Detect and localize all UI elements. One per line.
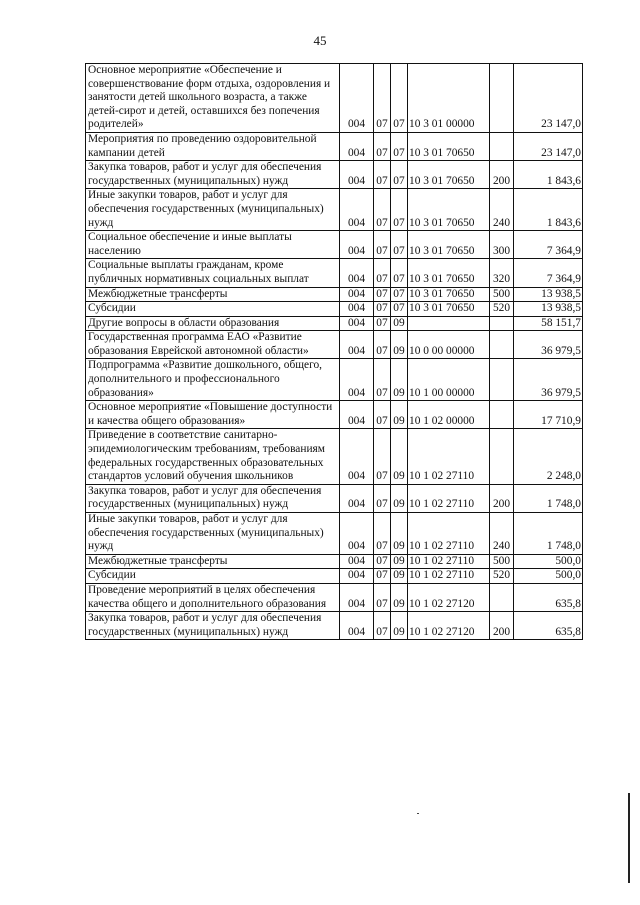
table-row (86, 259, 583, 287)
admin-code: 004 (340, 259, 374, 287)
amount: 7 364,9 (514, 259, 583, 287)
admin-code: 004 (340, 331, 374, 359)
admin-code: 004 (340, 513, 374, 555)
table-row (86, 612, 583, 640)
table-row (86, 484, 583, 512)
amount: 36 979,5 (514, 331, 583, 359)
amount: 1 843,6 (514, 161, 583, 189)
table-row (86, 583, 583, 611)
target-article-code: 10 1 02 27120 (408, 612, 490, 640)
target-article-code: 10 1 02 27110 (408, 484, 490, 512)
expense-type-code (490, 331, 514, 359)
section-code: 07 (374, 401, 391, 429)
admin-code: 004 (340, 569, 374, 584)
table-row (86, 359, 583, 401)
section-code: 07 (374, 484, 391, 512)
table-row (86, 287, 583, 302)
subsection-code: 09 (391, 331, 408, 359)
expense-type-code: 240 (490, 189, 514, 231)
table-row (86, 231, 583, 259)
row-name: Социальное обеспечение и иные выплаты населению (86, 231, 340, 259)
expense-type-code (490, 583, 514, 611)
subsection-code: 07 (391, 189, 408, 231)
row-name: Мероприятия по проведению оздоровительной кампании детей (86, 132, 340, 160)
target-article-code: 10 1 02 27110 (408, 429, 490, 484)
expense-type-code: 320 (490, 259, 514, 287)
expense-type-code: 500 (490, 554, 514, 569)
row-name: Межбюджетные трансферты (86, 554, 340, 569)
amount: 58 151,7 (514, 316, 583, 331)
page-number: 45 (313, 33, 327, 48)
amount: 500,0 (514, 554, 583, 569)
target-article-code: 10 1 02 27110 (408, 554, 490, 569)
expense-type-code: 200 (490, 484, 514, 512)
section-code: 07 (374, 554, 391, 569)
subsection-code: 09 (391, 484, 408, 512)
admin-code: 004 (340, 231, 374, 259)
section-code: 07 (374, 302, 391, 317)
amount: 13 938,5 (514, 287, 583, 302)
table-row (86, 64, 583, 133)
table-row (86, 401, 583, 429)
section-code: 07 (374, 231, 391, 259)
section-code: 07 (374, 331, 391, 359)
expense-type-code (490, 401, 514, 429)
table-row (86, 316, 583, 331)
admin-code: 004 (340, 316, 374, 331)
section-code: 07 (374, 64, 391, 133)
row-name: Приведение в соответствие санитарно-эпидемиологическим требованиям, требованиям федеральных государственных образовательных стандартов условий обучения школьников (86, 429, 340, 484)
amount: 7 364,9 (514, 231, 583, 259)
row-name: Другие вопросы в области образования (86, 316, 340, 331)
target-article-code: 10 3 01 70650 (408, 189, 490, 231)
subsection-code: 07 (391, 161, 408, 189)
amount: 17 710,9 (514, 401, 583, 429)
table-row (86, 132, 583, 160)
target-article-code (408, 316, 490, 331)
expense-type-code: 520 (490, 569, 514, 584)
subsection-code: 09 (391, 569, 408, 584)
table-row (86, 302, 583, 317)
section-code: 07 (374, 513, 391, 555)
section-code: 07 (374, 259, 391, 287)
admin-code: 004 (340, 429, 374, 484)
admin-code: 004 (340, 612, 374, 640)
table-row (86, 189, 583, 231)
target-article-code: 10 1 02 00000 (408, 401, 490, 429)
row-name: Иные закупки товаров, работ и услуг для обеспечения государственных (муниципальных) нужд (86, 189, 340, 231)
subsection-code: 07 (391, 64, 408, 133)
row-name: Субсидии (86, 302, 340, 317)
row-name: Закупка товаров, работ и услуг для обеспечения государственных (муниципальных) нужд (86, 484, 340, 512)
amount: 23 147,0 (514, 132, 583, 160)
target-article-code: 10 3 01 70650 (408, 259, 490, 287)
amount: 36 979,5 (514, 359, 583, 401)
target-article-code: 10 3 01 70650 (408, 287, 490, 302)
section-code: 07 (374, 429, 391, 484)
admin-code: 004 (340, 64, 374, 133)
row-name: Государственная программа ЕАО «Развитие образования Еврейской автономной области» (86, 331, 340, 359)
admin-code: 004 (340, 132, 374, 160)
target-article-code: 10 0 00 00000 (408, 331, 490, 359)
table-row (86, 331, 583, 359)
section-code: 07 (374, 189, 391, 231)
admin-code: 004 (340, 401, 374, 429)
subsection-code: 09 (391, 429, 408, 484)
target-article-code: 10 3 01 00000 (408, 64, 490, 133)
row-name: Закупка товаров, работ и услуг для обеспечения государственных (муниципальных) нужд (86, 161, 340, 189)
section-code: 07 (374, 161, 391, 189)
expense-type-code: 300 (490, 231, 514, 259)
expense-type-code (490, 132, 514, 160)
subsection-code: 07 (391, 302, 408, 317)
target-article-code: 10 1 00 00000 (408, 359, 490, 401)
amount: 1 748,0 (514, 484, 583, 512)
table-body (86, 64, 583, 640)
target-article-code: 10 1 02 27110 (408, 569, 490, 584)
expense-type-code: 520 (490, 302, 514, 317)
subsection-code: 09 (391, 359, 408, 401)
subsection-code: 09 (391, 401, 408, 429)
admin-code: 004 (340, 484, 374, 512)
amount: 635,8 (514, 612, 583, 640)
target-article-code: 10 1 02 27110 (408, 513, 490, 555)
section-code: 07 (374, 287, 391, 302)
row-name: Закупка товаров, работ и услуг для обеспечения государственных (муниципальных) нужд (86, 612, 340, 640)
subsection-code: 09 (391, 554, 408, 569)
expense-type-code (490, 359, 514, 401)
subsection-code: 07 (391, 231, 408, 259)
subsection-code: 09 (391, 583, 408, 611)
amount: 500,0 (514, 569, 583, 584)
table-row (86, 429, 583, 484)
amount: 1 843,6 (514, 189, 583, 231)
table-row (86, 161, 583, 189)
amount: 635,8 (514, 583, 583, 611)
subsection-code: 07 (391, 132, 408, 160)
subsection-code: 07 (391, 287, 408, 302)
admin-code: 004 (340, 161, 374, 189)
admin-code: 004 (340, 287, 374, 302)
amount: 23 147,0 (514, 64, 583, 133)
section-code: 07 (374, 132, 391, 160)
expense-type-code (490, 64, 514, 133)
amount: 2 248,0 (514, 429, 583, 484)
admin-code: 004 (340, 583, 374, 611)
admin-code: 004 (340, 359, 374, 401)
row-name: Субсидии (86, 569, 340, 584)
section-code: 07 (374, 316, 391, 331)
admin-code: 004 (340, 554, 374, 569)
expense-type-code: 200 (490, 161, 514, 189)
expense-type-code: 200 (490, 612, 514, 640)
target-article-code: 10 3 01 70650 (408, 231, 490, 259)
row-name: Социальные выплаты гражданам, кроме публичных нормативных социальных выплат (86, 259, 340, 287)
target-article-code: 10 3 01 70650 (408, 161, 490, 189)
row-name: Основное мероприятие «Обеспечение и совершенствование форм отдыха, оздоровления и занятости детей школьного возраста, а также детей-сирот и детей, оставшихся без попечения родителей» (86, 64, 340, 133)
row-name: Иные закупки товаров, работ и услуг для обеспечения государственных (муниципальных) нужд (86, 513, 340, 555)
subsection-code: 09 (391, 513, 408, 555)
section-code: 07 (374, 583, 391, 611)
budget-table (85, 63, 583, 640)
table-row (86, 569, 583, 584)
admin-code: 004 (340, 302, 374, 317)
expense-type-code (490, 316, 514, 331)
row-name: Межбюджетные трансферты (86, 287, 340, 302)
row-name: Проведение мероприятий в целях обеспечения качества общего и дополнительного образования (86, 583, 340, 611)
admin-code: 004 (340, 189, 374, 231)
target-article-code: 10 3 01 70650 (408, 302, 490, 317)
expense-type-code (490, 429, 514, 484)
section-code: 07 (374, 569, 391, 584)
row-name: Основное мероприятие «Повышение доступности и качества общего образования» (86, 401, 340, 429)
scan-edge-mark (628, 793, 630, 883)
scan-dot (417, 813, 419, 814)
subsection-code: 09 (391, 612, 408, 640)
target-article-code: 10 3 01 70650 (408, 132, 490, 160)
target-article-code: 10 1 02 27120 (408, 583, 490, 611)
table-row (86, 513, 583, 555)
expense-type-code: 240 (490, 513, 514, 555)
table-row (86, 554, 583, 569)
subsection-code: 07 (391, 259, 408, 287)
amount: 1 748,0 (514, 513, 583, 555)
row-name: Подпрограмма «Развитие дошкольного, общего, дополнительного и профессионального образования» (86, 359, 340, 401)
section-code: 07 (374, 359, 391, 401)
expense-type-code: 500 (490, 287, 514, 302)
subsection-code: 09 (391, 316, 408, 331)
section-code: 07 (374, 612, 391, 640)
amount: 13 938,5 (514, 302, 583, 317)
